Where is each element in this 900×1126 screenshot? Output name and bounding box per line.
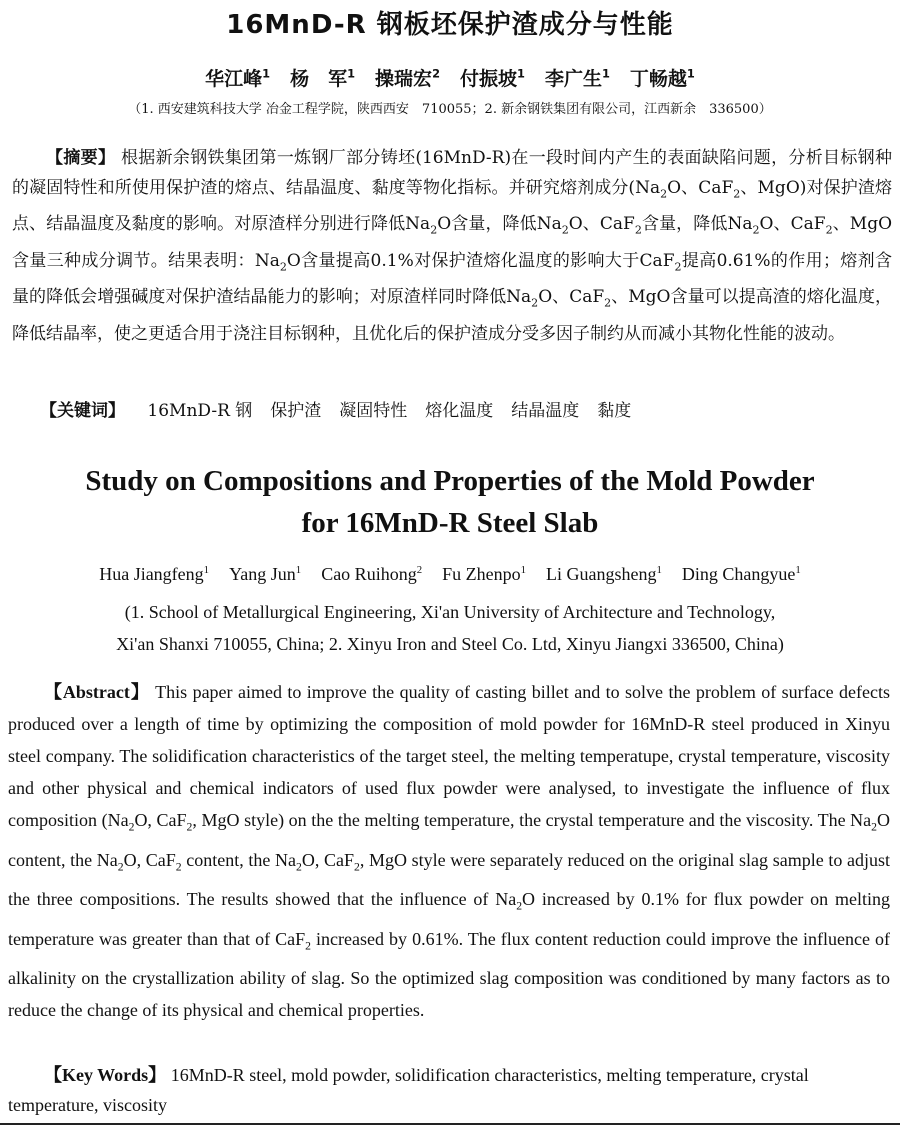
- chinese-author-3: 操瑞宏$^2$: [375, 66, 440, 90]
- english-abstract: [8, 676, 890, 1026]
- english-authors: [0, 564, 900, 585]
- chinese-author-1: 华江峰$^1$: [205, 66, 271, 90]
- subscript: 2: [175, 860, 182, 874]
- affiliation-marker: 1: [686, 66, 695, 81]
- english-affiliation-line-1: (1. School of Metallurgical Engineering, Xi'an University of Architecture and Technology,: [124, 602, 776, 622]
- chinese-abstract-body: 根据新余钢铁集团第一炼钢厂部分铸坯(16MnD-R)在一段时间内产生的表面缺陷问题，分析目标钢种的凝固特性和所使用保护渣的熔点、结晶温度、黏度等物化指标。并研究熔剂成分($Na_2O$、CaF$_2$、MgO)对保护渣熔点、结晶温度及黏度的影响。对原渣样分别进行降低$Na_2O$含量，降低$Na_2O$、CaF$_2$含量，降低$Na_2O$、CaF$_2$、MgO含量三种成分调节。结果表明：$Na_2O$含量提高0.1%对保护渣熔化温度的影响大于CaF$_2$提高0.61%的作用；熔剂含量的降低会增强碱度对保护渣结晶能力的影响；对原渣样同时降低$Na_2O$、CaF$_2$、MgO含量可以提高渣的熔化温度，降低结晶率，使之更适合用于浇注目标钢种，且优化后的保护渣成分受多因子制约从而减小其物化性能的波动。: [12, 148, 893, 344]
- chinese-author-5: 李广生$^1$: [544, 66, 610, 90]
- affiliation-marker: 1: [203, 564, 210, 576]
- chinese-abstract-label: 【摘要】: [46, 148, 116, 168]
- chinese-affiliation: （1. 西安建筑科技大学 冶金工程学院，陕西西安 710055；2. 新余钢铁集团有限公司，江西新余 336500）: [128, 102, 772, 117]
- english-author-6: Ding Changyue$^1$: [681, 564, 801, 584]
- chinese-keywords-label: 【关键词】: [40, 401, 125, 421]
- subscript: 2: [871, 820, 878, 834]
- subscript: 2: [660, 187, 668, 201]
- english-author-5: Li Guangsheng$^1$: [546, 564, 662, 584]
- english-title-line-1: Study on Compositions and Properties of the Mold Powder: [85, 465, 815, 497]
- subscript: 2: [128, 820, 135, 834]
- chinese-author-4: 付振坡$^1$: [460, 66, 525, 90]
- chinese-author-6: 丁畅越$^1$: [629, 66, 695, 90]
- english-affiliation: [0, 596, 900, 660]
- subscript: 2: [825, 223, 833, 237]
- english-author-1: Hua Jiangfeng$^1$: [99, 564, 210, 584]
- english-title-line-2: for 16MnD-R Steel Slab: [301, 507, 599, 539]
- subscript: 2: [305, 939, 311, 953]
- affiliation-marker: 1: [517, 66, 525, 81]
- chinese-keywords: [40, 397, 890, 425]
- subscript: 2: [561, 223, 569, 237]
- english-affiliation-line-2: Xi'an Shanxi 710055, China; 2. Xinyu Iron and Steel Co. Ltd, Xinyu Jiangxi 336500, China): [116, 634, 784, 654]
- chinese-abstract: [12, 143, 892, 349]
- chinese-keywords-list: [130, 401, 649, 421]
- affiliation-marker: 1: [262, 66, 271, 81]
- affiliation-marker: 1: [656, 564, 662, 576]
- english-keywords-list: 16MnD-R steel, mold powder, solidification characteristics, melting temperature, crystal temperature, viscosity: [8, 1065, 809, 1115]
- english-title: [0, 460, 900, 544]
- english-author-2: Yang Jun$^1$: [229, 564, 302, 584]
- subscript: 2: [531, 296, 539, 310]
- subscript: 2: [279, 260, 287, 274]
- chinese-keyword-2: 保护渣: [270, 401, 322, 421]
- english-abstract-label: 【Abstract】: [44, 682, 150, 702]
- english-author-4: Fu Zhenpo$^1$: [442, 564, 527, 584]
- bottom-rule: [0, 1123, 900, 1125]
- chinese-keyword-1: 16MnD-R 钢: [147, 401, 253, 421]
- subscript: 2: [516, 899, 523, 913]
- chinese-keyword-4: 熔化温度: [425, 401, 494, 421]
- chinese-keyword-3: 凝固特性: [339, 401, 408, 421]
- affiliation-marker: 1: [520, 564, 527, 576]
- chinese-authors: [0, 64, 900, 91]
- affiliation-marker: 1: [347, 66, 356, 81]
- english-keywords: [8, 1060, 890, 1120]
- chinese-title: 16MnD-R 钢板坯保护渣成分与性能: [226, 10, 674, 40]
- subscript: 2: [430, 223, 438, 237]
- affiliation-marker: 1: [795, 564, 801, 576]
- affiliation-marker: 1: [295, 564, 302, 576]
- subscript: 2: [634, 223, 642, 237]
- subscript: 2: [186, 820, 193, 834]
- english-abstract-body: This paper aimed to improve the quality of casting billet and to solve the problem of surface defects produced over a length of time by optimizing the composition of mold powder for 16MnD-R steel produced in Xinyu steel company. The solidification characteristics of the target steel, the melting temperatupe, crystal temperature, viscosity and other physical and chemical indicators of used flux powder were analysed, to investigate the influence of flux composition ($Na_2O$, CaF$_2$, MgO style) on the the melting temperature, the crystal temperature and the viscosity. The $Na_2O$ content, the $Na_2O$, CaF$_2$ content, the $Na_2O$, CaF$_2$, MgO style were separately reduced on the original slag sample to adjust the three compositions. The results showed that the influence of $Na_2O$ increased by 0.1% for flux powder on melting temperature was greater than that of CaF$_2$ increased by 0.61%. The flux content reduction could improve the influence of alkalinity on the crystallization ability of slag. So the optimized slag composition was conditioned by many factors as to reduce the change of its physical and chemical properties.: [8, 682, 891, 1021]
- chinese-keyword-5: 结晶温度: [511, 401, 580, 421]
- affiliation-marker: 2: [432, 66, 440, 81]
- chinese-author-2: 杨 军$^1$: [290, 66, 356, 90]
- subscript: 2: [117, 860, 124, 874]
- subscript: 2: [604, 296, 612, 310]
- chinese-keyword-6: 黏度: [597, 401, 632, 421]
- subscript: 2: [733, 187, 741, 201]
- affiliation-marker: 2: [416, 564, 423, 576]
- affiliation-marker: 1: [601, 66, 610, 81]
- subscript: 2: [296, 860, 302, 874]
- english-author-3: Cao Ruihong$^2$: [321, 564, 423, 584]
- english-keywords-label: 【Key Words】: [44, 1065, 167, 1085]
- subscript: 2: [674, 260, 682, 274]
- subscript: 2: [354, 860, 360, 874]
- subscript: 2: [752, 223, 760, 237]
